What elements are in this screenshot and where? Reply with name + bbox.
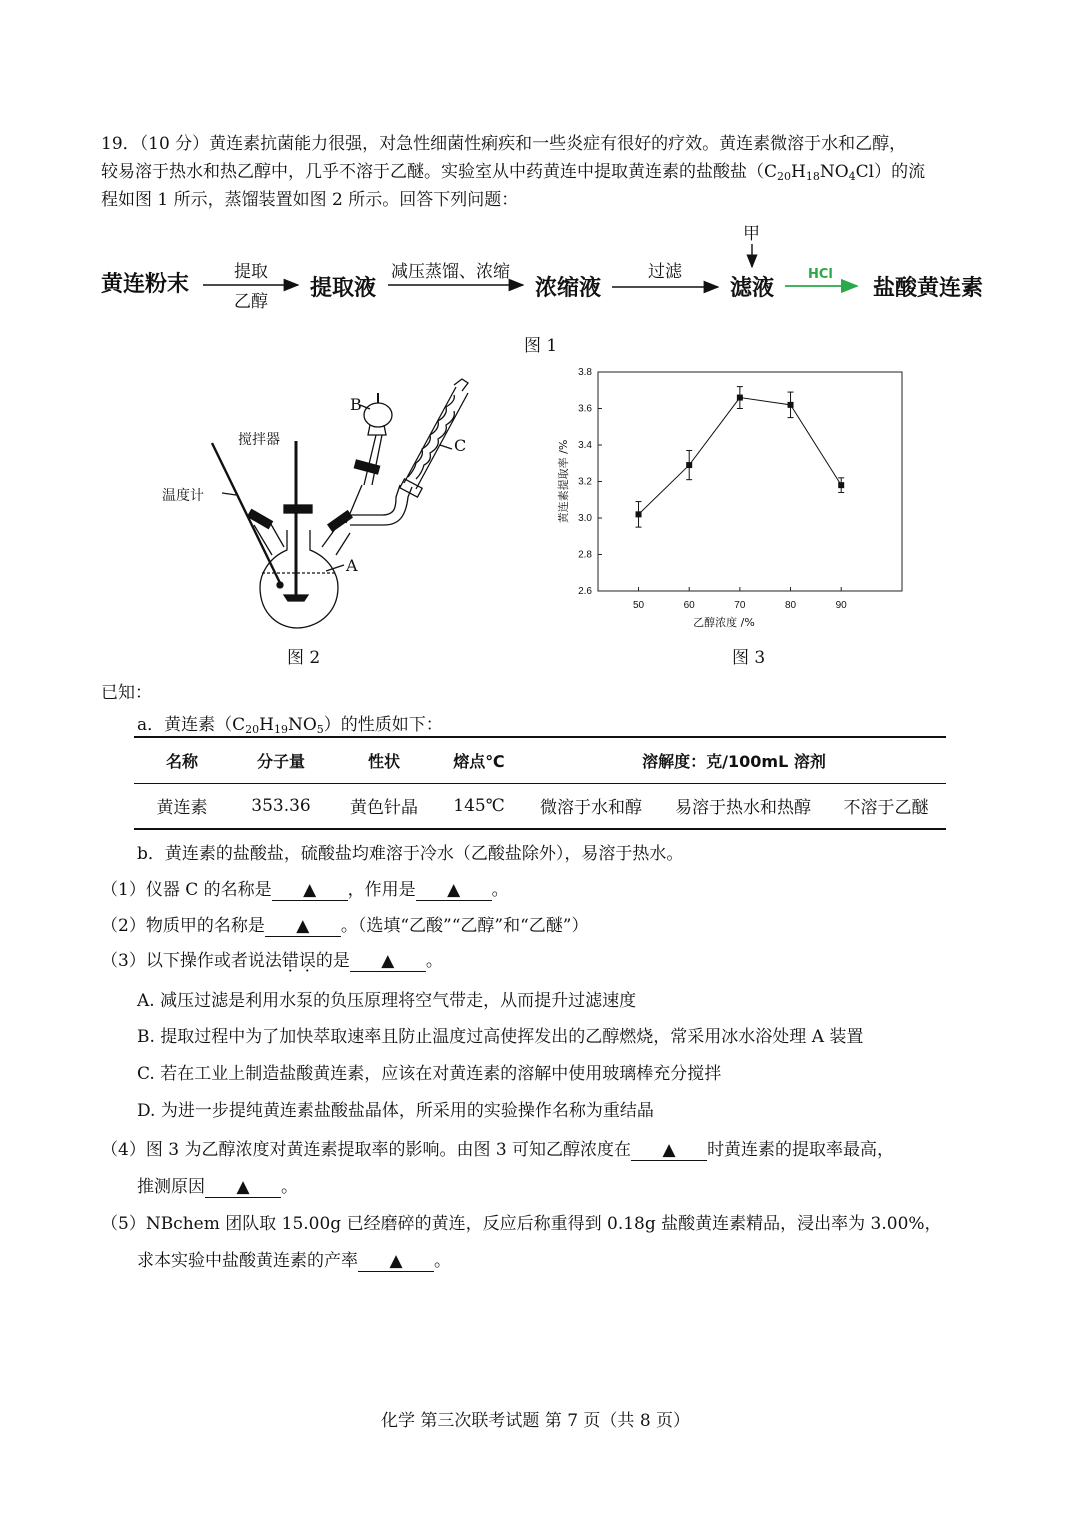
- y-tick-label: 2.6: [578, 586, 592, 597]
- subscript: 20: [245, 723, 260, 736]
- apparatus-figure: [150, 375, 510, 635]
- option-c[interactable]: C. 若在工业上制造盐酸黄连素，应该在对黄连素的溶解中使用玻璃棒充分搅拌: [137, 1064, 722, 1084]
- flow-node-powder: 黄连粉末: [101, 272, 190, 297]
- known-a-text: a．黄连素（C: [137, 715, 246, 735]
- y-tick-label: 3.6: [578, 403, 592, 415]
- formula-part: H: [259, 715, 274, 735]
- q3-text-2: 的是: [315, 951, 350, 971]
- flow-label-jia: 甲: [743, 224, 760, 244]
- dropping-funnel: [364, 403, 392, 427]
- y-tick-label: 3.8: [578, 367, 592, 378]
- subscript: 18: [805, 170, 820, 183]
- table-header: 熔点℃: [453, 751, 505, 771]
- q3-emphasis: 错: [281, 951, 299, 971]
- q4-text-2: 时黄连素的提取率最高，: [707, 1140, 895, 1160]
- x-tick-label: 90: [835, 600, 847, 611]
- table-header: 性状: [367, 751, 400, 771]
- question-5-line-2: [137, 1247, 451, 1275]
- flow-node-extract: 提取液: [310, 276, 377, 301]
- q1-end: 。: [491, 880, 509, 900]
- question-5: （5）NBchem 团队取 15.00g 已经磨碎的黄连，反应后称重得到 0.18g 盐酸黄连素精品，浸出率为 3.00%，: [101, 1214, 942, 1234]
- q2-text: （2）物质甲的名称是: [101, 916, 265, 936]
- flow-label-distill: 减压蒸馏、浓缩: [391, 262, 510, 282]
- subscript: 20: [777, 170, 792, 183]
- formula-part: H: [791, 162, 806, 182]
- question-2: [101, 912, 588, 940]
- stem-text-2: 较易溶于热水和热乙醇中，几乎不溶于乙醚。实验室从中药黄连中提取黄连素的盐酸盐（C: [101, 162, 778, 182]
- option-b[interactable]: B. 提取过程中为了加快萃取速率且防止温度过高使挥发出的乙醇燃烧，常采用冰水浴处理 A 装置: [137, 1027, 864, 1047]
- y-tick-label: 3.0: [578, 513, 592, 524]
- x-tick-label: 80: [784, 600, 797, 611]
- table-cell: 微溶于水和醇: [540, 798, 642, 819]
- extraction-chart: [545, 362, 925, 637]
- q1-text: （1）仪器 C 的名称是: [101, 880, 272, 900]
- x-tick-label: 60: [683, 600, 695, 611]
- data-point: [838, 482, 844, 488]
- properties-table: [134, 736, 946, 830]
- stem-text-1: 19．（10 分）黄连素抗菌能力很强，对急性细菌性痢疾和一些炎症有很好的疗效。黄连素微溶于水和乙醇，: [101, 134, 907, 154]
- y-tick-label: 3.2: [578, 476, 592, 488]
- formula-part: NO: [287, 715, 317, 735]
- option-a[interactable]: A. 减压过滤是利用水泵的负压原理将空气带走，从而提升过滤速度: [137, 991, 637, 1011]
- answer-blank[interactable]: ▲: [416, 880, 492, 901]
- q3-text: （3）以下操作或者说法: [101, 951, 282, 971]
- label-stirrer: 搅拌器: [238, 432, 280, 448]
- question-4-line-2: [137, 1173, 298, 1201]
- answer-blank[interactable]: ▲: [631, 1140, 707, 1161]
- answer-blank[interactable]: ▲: [272, 880, 348, 901]
- table-cell: 不溶于乙醚: [843, 798, 929, 819]
- question-line-1: [101, 130, 906, 158]
- q4-text: （4）图 3 为乙醇浓度对黄连素提取率的影响。由图 3 可知乙醇浓度在: [101, 1140, 632, 1160]
- q3-emphasis: 误: [298, 951, 316, 971]
- flow-label-filter: 过滤: [648, 262, 682, 282]
- label-b: B: [350, 395, 362, 414]
- table-cell: 黄色针晶: [350, 798, 418, 819]
- chart-svg: [545, 362, 925, 637]
- right-neck: [322, 525, 350, 555]
- y-axis-label: 黄连素提取率 /%: [557, 439, 570, 524]
- question-3: [101, 947, 443, 975]
- table-header: 名称: [165, 751, 198, 771]
- option-d[interactable]: D. 为进一步提纯黄连素盐酸盐晶体，所采用的实验操作名称为重结晶: [137, 1101, 654, 1121]
- y-tick-label: 2.8: [578, 549, 592, 561]
- table-header: 分子量: [256, 751, 305, 771]
- answer-blank[interactable]: ▲: [358, 1251, 434, 1272]
- subscript: 4: [848, 170, 856, 183]
- figure-2-caption: 图 2: [287, 648, 321, 668]
- data-point: [686, 462, 692, 468]
- answer-blank[interactable]: ▲: [205, 1177, 281, 1198]
- known-a-end: ）的性质如下：: [323, 715, 443, 735]
- question-1: [101, 876, 509, 904]
- label-c: C: [454, 436, 467, 455]
- q5-end: 。: [434, 1251, 451, 1271]
- flow-label-hcl: HCl: [808, 267, 833, 282]
- q1-text-2: ，作用是: [347, 880, 416, 900]
- stem-text-2-end: Cl）的流: [855, 162, 926, 182]
- flow-node-product: 盐酸黄连素: [873, 276, 984, 301]
- x-axis-label: 乙醇浓度 /%: [693, 616, 755, 629]
- thermometer-line: [212, 443, 280, 583]
- x-tick-label: 50: [632, 600, 645, 611]
- data-point: [636, 511, 642, 517]
- data-point: [788, 402, 794, 408]
- q5-text: 求本实验中盐酸黄连素的产率: [137, 1251, 358, 1271]
- q2-hint: 。（选填“乙酸”“乙醇”和“乙醚”）: [340, 916, 589, 936]
- known-b: b．黄连素的盐酸盐，硫酸盐均难溶于冷水（乙酸盐除外），易溶于热水。: [137, 844, 684, 864]
- flow-node-concentrate: 浓缩液: [535, 276, 602, 301]
- table-header-row: [134, 737, 946, 783]
- label-thermometer: 温度计: [162, 488, 204, 504]
- table-cell: 易溶于热水和热醇: [675, 798, 811, 819]
- formula-part: NO: [819, 162, 849, 182]
- y-tick-label: 3.4: [578, 440, 592, 451]
- subscript: 19: [273, 723, 288, 736]
- distillation-apparatus: [150, 375, 510, 635]
- known-title: 已知：: [101, 683, 152, 703]
- question-line-3: [101, 186, 518, 214]
- answer-blank[interactable]: ▲: [350, 951, 426, 972]
- table-cell: 145℃: [453, 795, 505, 816]
- x-tick-label: 70: [734, 600, 746, 611]
- flow-label-ethanol: 乙醇: [234, 292, 268, 312]
- figure-1-caption: 图 1: [524, 336, 558, 356]
- page-footer: 化学 第三次联考试题 第 7 页（共 8 页）: [381, 1411, 691, 1431]
- q4-text-3: 推测原因: [137, 1177, 205, 1197]
- question-4: [101, 1136, 894, 1164]
- stem-text-3: 程如图 1 所示，蒸馏装置如图 2 所示。回答下列问题：: [101, 190, 519, 210]
- question-line-2: [101, 158, 925, 186]
- table-row: [134, 783, 946, 829]
- plot-frame: [598, 372, 902, 591]
- answer-blank[interactable]: ▲: [265, 916, 341, 937]
- label-a: A: [346, 556, 358, 575]
- series-line: [639, 398, 842, 515]
- data-point: [737, 395, 743, 401]
- table-cell: 黄连素: [156, 798, 208, 819]
- q3-end: 。: [425, 951, 443, 971]
- known-a: [137, 711, 443, 739]
- subscript: 5: [316, 723, 324, 736]
- figure-3-caption: 图 3: [732, 648, 766, 668]
- q4-end: 。: [281, 1177, 298, 1197]
- flow-label-extract: 提取: [234, 262, 268, 282]
- three-neck-flask: [260, 530, 338, 628]
- flow-node-filtrate: 滤液: [730, 276, 775, 301]
- table-header: 溶解度：克/100mL 溶剂: [642, 751, 826, 771]
- table-cell: 353.36: [251, 795, 311, 816]
- properties-table-wrap: [134, 736, 946, 830]
